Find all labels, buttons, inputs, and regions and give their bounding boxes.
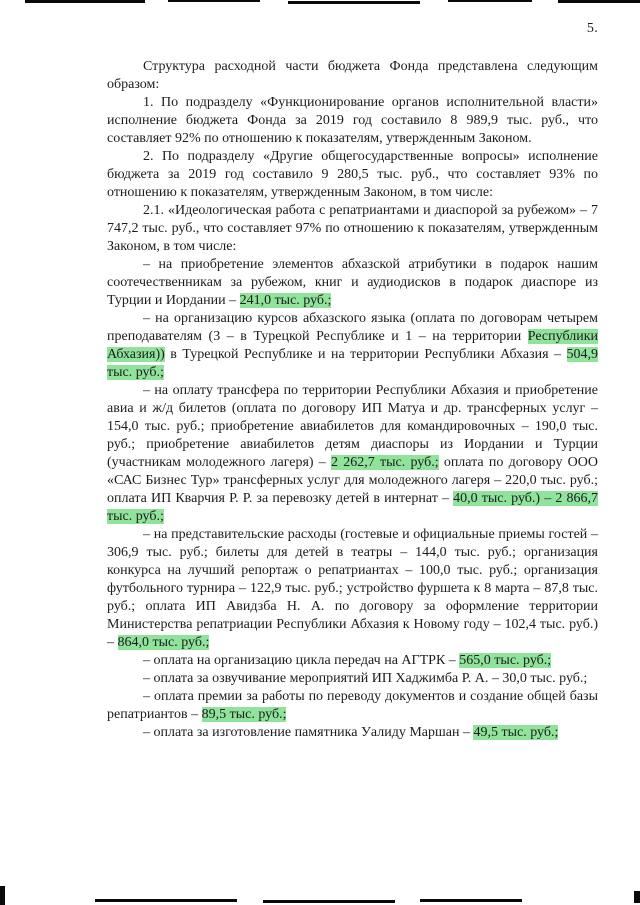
- highlighted-text: 864,0 тыс. руб.;: [117, 635, 210, 650]
- text-segment: в Турецкой Республике и на территории Республики Абхазия –: [164, 347, 567, 362]
- paragraph: [107, 202, 598, 256]
- scan-artifact: [0, 886, 5, 905]
- scan-artifact: [448, 0, 532, 2]
- text-segment: – на оплату трансфера по территории Республики Абхазия и приобретение авиа и ж/д билетов (оплата по договору ИП Матуа и др. трансферных услуг – 154,0 тыс. руб.; приобретение авиабилетов для командировочных – 190,0 тыс. руб.; приобретение авиабилетов детям диаспоры из Иордании и Турции (участникам молодежного лагеря) –: [107, 383, 598, 470]
- scan-artifact: [263, 900, 395, 903]
- scan-artifact: [25, 0, 145, 3]
- document-body: [107, 58, 598, 742]
- text-segment: – на представительские расходы (гостевые и официальные приемы гостей – 306,9 тыс. руб.; билеты для детей в театры – 144,0 тыс. руб.; организация конкурса на лучший репортаж о репатриантах – 100,0 тыс. руб.; организация футбольного турнира – 122,9 тыс. руб.; устройство фуршета к 8 марта – 87,8 тыс. руб.; оплата ИП Авидзба Н. А. по договору за оформление территории Министерства репатриации Республики Абхазия к Новому году – 102,4 тыс. руб.) –: [107, 527, 598, 650]
- paragraph: [107, 256, 598, 310]
- scan-artifact: [420, 899, 522, 902]
- text-segment: Структура расходной части бюджета Фонда представлена следующим образом:: [107, 59, 598, 92]
- highlighted-text: 504,9 тыс. руб.;: [107, 347, 598, 380]
- paragraph: [107, 652, 598, 670]
- highlighted-text: 89,5 тыс. руб.;: [201, 707, 287, 722]
- paragraph: [107, 58, 598, 94]
- text-segment: – оплата за озвучивание мероприятий ИП Хаджимба Р. А. – 30,0 тыс. руб.;: [143, 671, 588, 686]
- highlighted-text: 2 262,7 тыс. руб.;: [331, 455, 439, 470]
- highlighted-text: 49,5 тыс. руб.;: [473, 725, 559, 740]
- paragraph: [107, 526, 598, 652]
- text-segment: – оплата на организацию цикла передач на АГТРК –: [143, 653, 460, 668]
- text-segment: 2.1. «Идеологическая работа с репатриантами и диаспорой за рубежом» – 7 747,2 тыс. руб., что составляет 97% по отношению к показателям, утвержденным Законом, в том числе:: [107, 203, 598, 254]
- paragraph: [107, 94, 598, 148]
- scan-artifact: [95, 899, 237, 902]
- paragraph: [107, 724, 598, 742]
- text-segment: – оплата за изготовление памятника Уалиду Маршан –: [143, 725, 474, 740]
- highlighted-text: 565,0 тыс. руб.;: [459, 653, 552, 668]
- text-segment: – на приобретение элементов абхазской атрибутики в подарок нашим соотечественникам за рубежом, книг и аудиодисков в подарок диаспоре из Турции и Иордании –: [107, 257, 598, 308]
- paragraph: [107, 670, 598, 688]
- text-segment: 2. По подразделу «Другие общегосударственные вопросы» исполнение бюджета за 2019 год составило 9 280,5 тыс. руб., что составляет 93% по отношению к показателям, утвержденным Законом, в том числе:: [107, 149, 598, 200]
- highlighted-text: 40,0 тыс. руб.) – 2 866,7 тыс. руб.;: [107, 491, 598, 524]
- paragraph: [107, 382, 598, 526]
- text-segment: 1. По подразделу «Функционирование органов исполнительной власти» исполнение бюджета Фонда за 2019 год составило 8 989,9 тыс. руб., что составляет 92% по отношению к показателям, утвержденным Законом.: [107, 95, 598, 146]
- paragraph: [107, 688, 598, 724]
- scan-artifact: [634, 891, 640, 903]
- paragraph: [107, 148, 598, 202]
- scan-artifact: [168, 0, 260, 2]
- highlighted-text: 241,0 тыс. руб.;: [239, 293, 332, 308]
- scan-artifact: [558, 0, 640, 3]
- highlighted-text: Республики Абхазия)): [107, 329, 598, 362]
- scan-artifact: [288, 1, 420, 4]
- text-segment: – на организацию курсов абхазского языка (оплата по договорам четырем преподавателям (3 – в Турецкой Республике и 1 – на территории: [107, 311, 598, 344]
- paragraph: [107, 310, 598, 382]
- text-segment: оплата по договору ООО «САС Бизнес Тур» трансферных услуг для молодежного лагеря – 220,0 тыс. руб.; оплата ИП Кварчия Р. Р. за перевозку детей в интернат –: [107, 455, 598, 506]
- page-number: 5.: [586, 21, 598, 36]
- text-segment: – оплата премии за работы по переводу документов и создание общей базы репатриантов –: [107, 689, 598, 722]
